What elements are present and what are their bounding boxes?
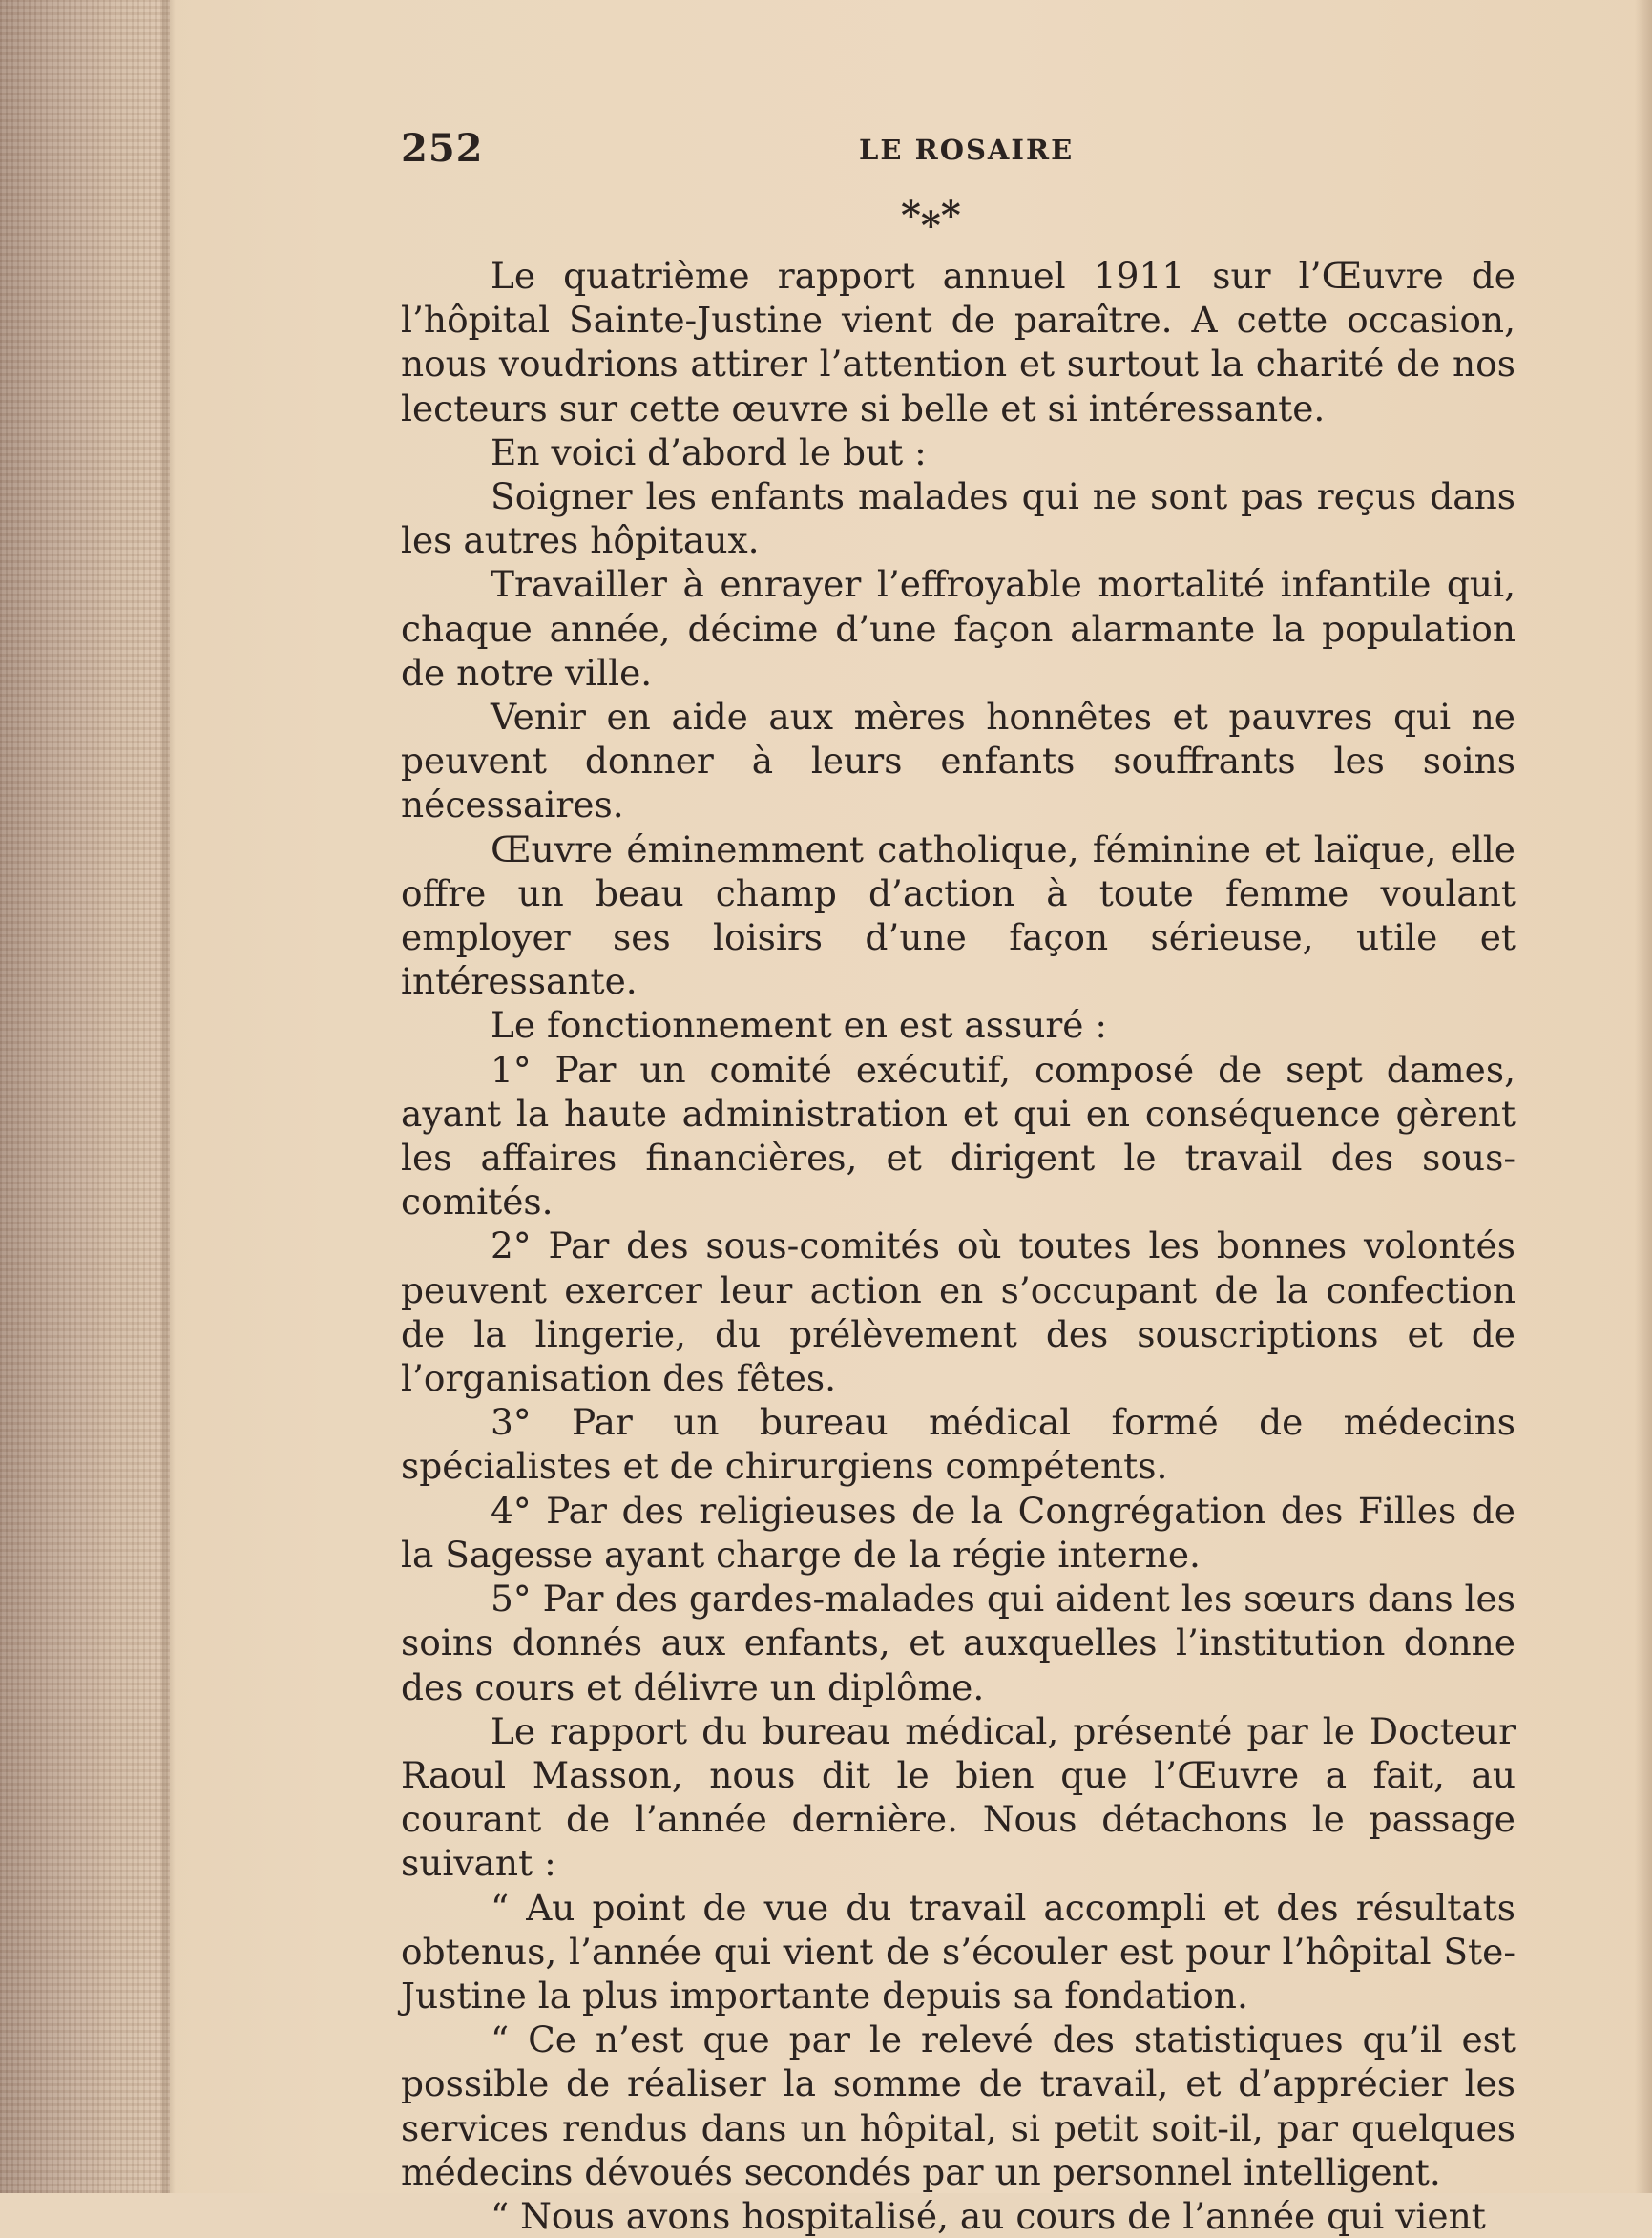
- quoted-paragraph: “ Ce n’est que par le relevé des statistiques qu’il est possible de réaliser la somme de travail, et d’apprécier les services rendus dans un hôpital, si petit soit-il, par quelques médecins dévoués secondés par un personnel intelligent.: [401, 2018, 1516, 2193]
- paragraph: Le quatrième rapport annuel 1911 sur l’Œuvre de l’hôpital Sainte-Justine vient de paraître. A cette occasion, nous voudrions attirer l’attention et surtout la charité de nos lecteurs sur cette œuvre si belle et si intéressante.: [401, 255, 1516, 429]
- page-number: 252: [401, 126, 484, 171]
- running-header: [401, 126, 1517, 174]
- asterism-ornament: *⁎*: [901, 193, 961, 238]
- list-item-1: 1° Par un comité exécutif, composé de sept dames, ayant la haute administration et qui en conséquence gèrent les affaires financières, et dirigent le travail des sous-comités.: [401, 1048, 1516, 1224]
- paragraph: Travailler à enrayer l’effroyable mortalité infantile qui, chaque année, décime d’une façon alarmante la population de notre ville.: [401, 563, 1516, 694]
- paragraph: Le rapport du bureau médical, présenté par le Docteur Raoul Masson, nous dit le bien que l’Œuvre a fait, au courant de l’année dernière. Nous détachons le passage suivant :: [401, 1709, 1516, 1885]
- paragraph: Soigner les enfants malades qui ne sont pas reçus dans les autres hôpitaux.: [401, 475, 1516, 562]
- paragraph: Venir en aide aux mères honnêtes et pauvres qui ne peuvent donner à leurs enfants souffrants les soins nécessaires.: [401, 696, 1516, 826]
- paragraph: Œuvre éminemment catholique, féminine et laïque, elle offre un beau champ d’action à toute femme voulant employer ses loisirs d’une façon sérieuse, utile et intéressante.: [401, 827, 1516, 1003]
- body-text: [401, 254, 1516, 2238]
- gutter-shadow: [162, 0, 176, 2193]
- book-binding-edge: [0, 0, 170, 2193]
- list-item-3: 3° Par un bureau médical formé de médecins spécialistes et de chirurgiens compétents.: [401, 1401, 1516, 1488]
- quoted-paragraph: “ Au point de vue du travail accompli et des résultats obtenus, l’année qui vient de s’écouler est pour l’hôpital Ste-Justine la plus importante depuis sa fondation.: [401, 1886, 1516, 2017]
- page-edge-shadow: [1635, 0, 1652, 2193]
- running-title: LE ROSAIRE: [859, 134, 1075, 166]
- list-item-2: 2° Par des sous-comités où toutes les bonnes volontés peuvent exercer leur action en s’occupant de la confection de la lingerie, du prélèvement des souscriptions et de l’organisation des fêtes.: [401, 1224, 1516, 1400]
- paragraph: Le fonctionnement en est assuré :: [491, 1004, 1108, 1047]
- paragraph: En voici d’abord le but :: [491, 430, 927, 473]
- list-item-5: 5° Par des gardes-malades qui aident les sœurs dans les soins donnés aux enfants, et auxquelles l’institution donne des cours et délivre un diplôme.: [401, 1578, 1516, 1708]
- list-item-4: 4° Par des religieuses de la Congrégation des Filles de la Sagesse ayant charge de la régie interne.: [401, 1489, 1516, 1576]
- quoted-paragraph: “ Nous avons hospitalisé, au cours de l’année qui vient: [491, 2194, 1486, 2237]
